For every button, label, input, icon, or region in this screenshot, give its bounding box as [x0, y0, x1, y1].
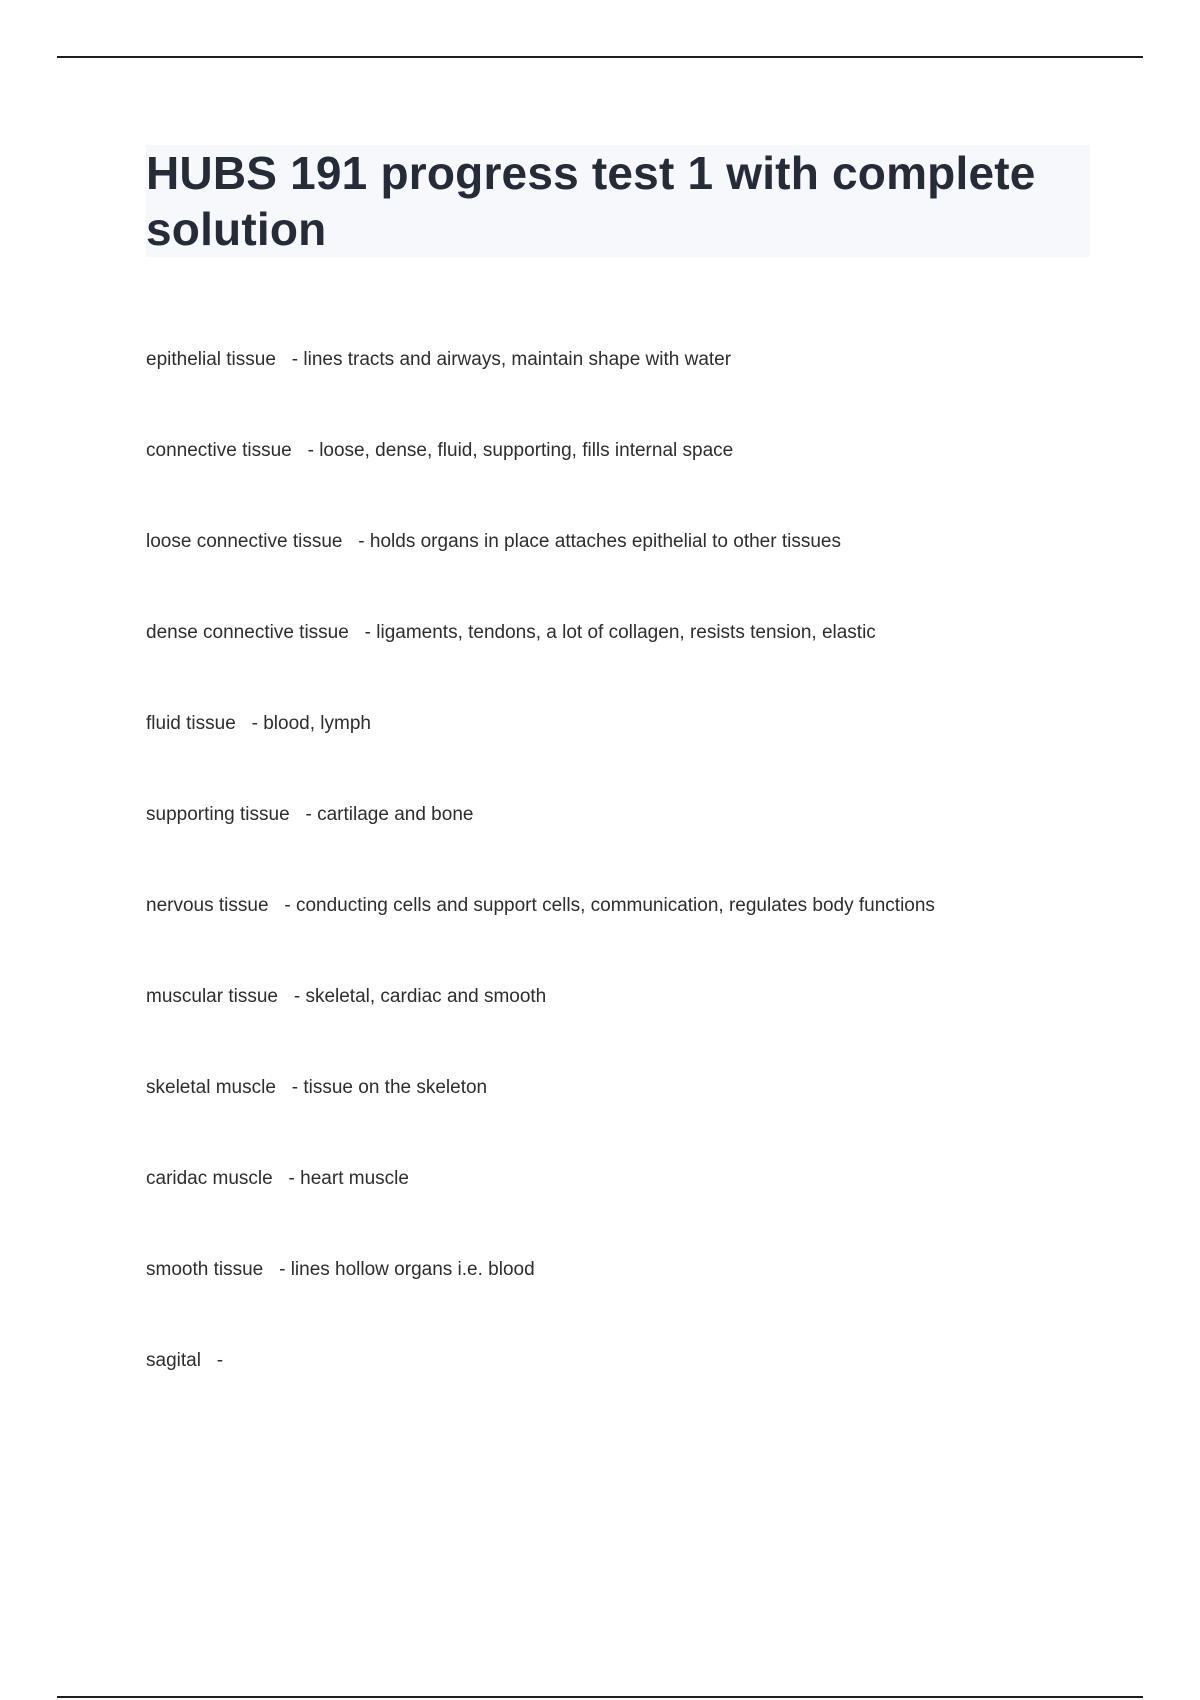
entry-term: fluid tissue — [146, 713, 236, 734]
list-item — [146, 894, 1106, 985]
entry-separator: - — [291, 440, 320, 461]
entry-separator: - — [275, 349, 304, 370]
entry-definition: cartilage and bone — [317, 804, 474, 825]
entry-separator: - — [235, 713, 264, 734]
entry-separator: - — [289, 804, 318, 825]
entry-definition: skeletal, cardiac and smooth — [305, 986, 547, 1007]
top-rule — [57, 56, 1143, 58]
title-block — [146, 145, 1090, 257]
entry-term: supporting tissue — [146, 804, 290, 825]
list-item — [146, 439, 1106, 530]
entry-separator: - — [200, 1350, 229, 1371]
list-item — [146, 621, 1106, 712]
entry-separator: - — [278, 986, 306, 1007]
entry-term: smooth tissue — [146, 1259, 264, 1280]
entry-definition: lines hollow organs i.e. blood — [290, 1259, 535, 1280]
entry-definition: loose, dense, fluid, supporting, fills internal space — [319, 440, 734, 461]
entry-definition: holds organs in place attaches epithelial to other tissues — [369, 531, 841, 552]
entry-separator: - — [342, 531, 370, 552]
entry-term: nervous tissue — [146, 895, 269, 916]
list-item — [146, 1349, 1106, 1440]
entry-separator: - — [268, 895, 296, 916]
list-item — [146, 530, 1106, 621]
entry-separator: - — [263, 1259, 291, 1280]
entry-separator: - — [275, 1077, 304, 1098]
entry-separator: - — [272, 1168, 301, 1189]
entry-term: skeletal muscle — [146, 1077, 276, 1098]
entry-term: dense connective tissue — [146, 622, 349, 643]
flashcard-list — [146, 348, 1106, 1440]
list-item — [146, 1258, 1106, 1349]
entry-term: connective tissue — [146, 440, 292, 461]
entry-definition: ligaments, tendons, a lot of collagen, resists tension, elastic — [376, 622, 876, 643]
entry-term: sagital — [146, 1350, 201, 1371]
entry-term: loose connective tissue — [146, 531, 343, 552]
entry-definition: lines tracts and airways, maintain shape with water — [303, 349, 732, 370]
entry-definition: tissue on the skeleton — [303, 1077, 488, 1098]
list-item — [146, 803, 1106, 894]
entry-term: caridac muscle — [146, 1168, 273, 1189]
entry-term: muscular tissue — [146, 986, 278, 1007]
entry-definition: heart muscle — [300, 1168, 409, 1189]
entry-separator: - — [348, 622, 377, 643]
list-item — [146, 348, 1106, 439]
list-item — [146, 1167, 1106, 1258]
list-item — [146, 985, 1106, 1076]
entry-definition: blood, lymph — [263, 713, 371, 734]
entry-term: epithelial tissue — [146, 349, 276, 370]
list-item — [146, 712, 1106, 803]
list-item — [146, 1076, 1106, 1167]
bottom-rule — [57, 1696, 1143, 1698]
page-title: HUBS 191 progress test 1 with complete solution — [146, 147, 1036, 255]
entry-definition: conducting cells and support cells, communication, regulates body functions — [295, 895, 935, 916]
